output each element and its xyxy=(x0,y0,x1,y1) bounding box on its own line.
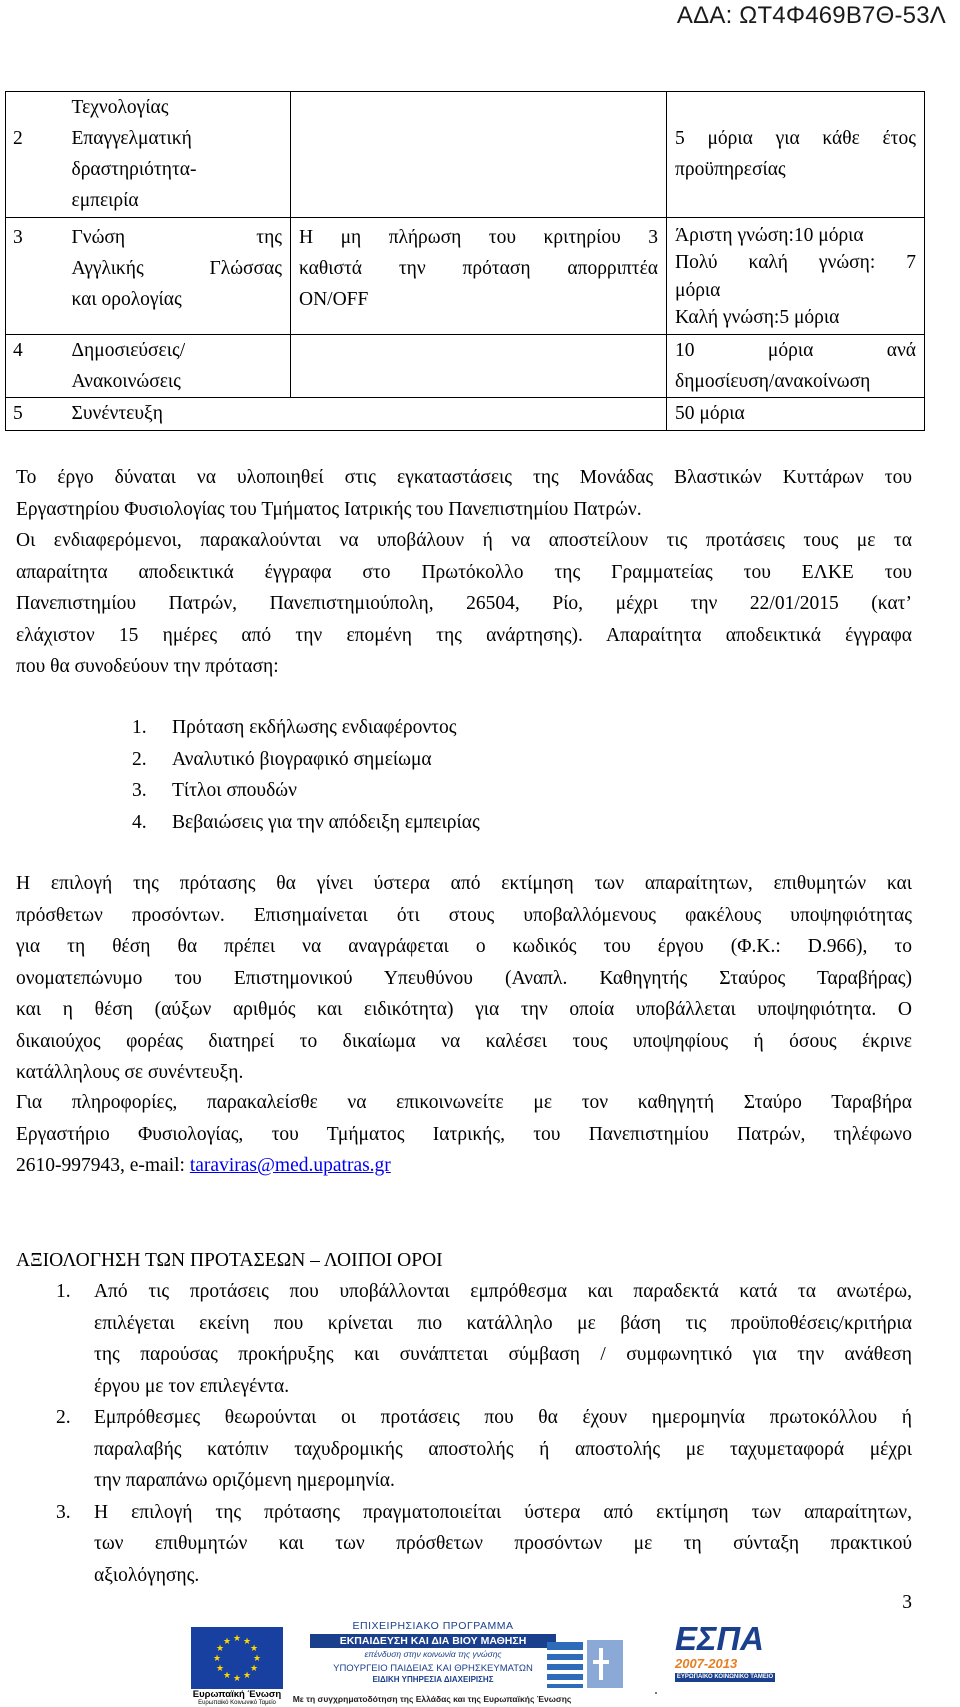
criterion-points-line: 10 μόρια ανά xyxy=(675,339,916,361)
eu-logo xyxy=(187,1627,287,1706)
list-line: αξιολόγησης. xyxy=(94,1564,200,1586)
row-number: 3 xyxy=(6,217,72,334)
list-line: της παρούσας προκήρυξης και συνάπτεται σύμβαση / συμφωνητικό για την ανάθεση xyxy=(94,1344,912,1365)
list-line: την παραπάνω οριζόμενη ημερομηνία. xyxy=(94,1470,395,1491)
list-item xyxy=(56,1276,912,1402)
list-number: 4. xyxy=(132,811,147,833)
row-number: 4 xyxy=(6,334,72,397)
paragraph-line: κατάλληλους σε συνέντευξη. xyxy=(16,1062,244,1083)
table-row xyxy=(6,92,925,124)
table-row xyxy=(6,123,925,217)
paragraph-line: και η θέση (αύξων αριθμός και ειδικότητα) για την οποία υποβάλλεται υποψηφιότητα. Ο xyxy=(16,999,912,1020)
table-row xyxy=(6,397,925,430)
svg-text:★: ★ xyxy=(249,1644,259,1654)
espa-word: ΕΣΠΑ xyxy=(675,1620,765,1657)
eu-subcaption: Ευρωπαϊκό Κοινωνικό Ταμείο xyxy=(198,1700,276,1706)
submission-paragraph xyxy=(16,525,912,683)
criterion-condition-line: Η μη πλήρωση του κριτηρίου 3 xyxy=(299,226,658,248)
paragraph-line: ονοματεπώνυμο του Επιστημονικού Υπευθύνου (Αναπλ. Καθηγητής Σταύρος Ταραβήρας) xyxy=(16,967,912,989)
svg-text:★: ★ xyxy=(249,1664,259,1674)
criterion-points xyxy=(667,217,925,334)
criterion-points-line: 5 μόρια για κάθε έτος xyxy=(675,128,916,149)
paragraph-line: Για πληροφορίες, παρακαλείσθε να επικοινωνείτε με τον καθηγητή Σταύρο Ταραβήρα xyxy=(16,1092,912,1113)
criterion-name xyxy=(72,92,291,124)
svg-text:★: ★ xyxy=(222,1637,232,1647)
list-number: 2. xyxy=(132,748,147,770)
funding-logos-footer xyxy=(0,1620,960,1705)
management-line: ΕΙΔΙΚΗ ΥΠΗΡΕΣΙΑ ΔΙΑΧΕΙΡΙΣΗΣ xyxy=(372,1675,494,1684)
criterion-name xyxy=(72,334,291,397)
email-link[interactable]: taraviras@med.upatras.gr xyxy=(189,1155,391,1176)
criterion-points-line: 50 μόρια xyxy=(675,402,745,424)
criterion-condition xyxy=(291,334,667,397)
ada-code: ΑΔΑ: ΩΤ4Φ469Β7Θ-53Λ xyxy=(676,2,946,29)
list-text: Αναλυτικό βιογραφικό σημείωμα xyxy=(172,748,432,770)
svg-text:★: ★ xyxy=(222,1671,232,1681)
list-text: Τίτλοι σπουδών xyxy=(172,780,297,801)
criterion-points-line: Καλή γνώση:5 μόρια xyxy=(675,307,840,328)
paragraph-line: απαραίτητα αποδεικτικά έγγραφα στο Πρωτόκολλο της Γραμματείας του ΕΛΚΕ του xyxy=(16,561,912,583)
list-number: 1. xyxy=(56,1281,71,1302)
evaluation-terms-list xyxy=(56,1276,912,1591)
list-item xyxy=(132,775,732,807)
criterion-name-line: Συνέντευξη xyxy=(71,402,163,424)
paragraph-line: Εργαστήριο Φυσιολογίας, του Τμήματος Ιατρικής, του Πανεπιστημίου Πατρών, τηλέφωνο xyxy=(16,1123,912,1145)
criterion-name-line: εμπειρία xyxy=(71,190,139,211)
criterion-points-line: δημοσίευση/ανακοίνωση xyxy=(675,370,871,392)
list-number: 3. xyxy=(56,1501,71,1523)
paragraph-line: Το έργο δύναται να υλοποιηθεί στις εγκαταστάσεις της Μονάδας Βλαστικών Κυττάρων του xyxy=(16,467,912,488)
svg-text:★: ★ xyxy=(252,1654,262,1664)
selection-paragraph xyxy=(16,868,912,1089)
table-row xyxy=(6,217,925,334)
page-number: 3 xyxy=(902,1592,912,1613)
evaluation-heading: ΑΞΙΟΛΟΓΗΣΗ ΤΩΝ ΠΡΟΤΑΣΕΩΝ – ΛΟΙΠΟΙ ΟΡΟΙ xyxy=(16,1250,443,1271)
criterion-name-line: Επαγγελματική xyxy=(71,128,192,149)
espa-fund: ΕΥΡΩΠΑΪΚΟ ΚΟΙΝΩΝΙΚΟ ΤΑΜΕΙΟ xyxy=(676,1674,774,1680)
svg-text:★: ★ xyxy=(242,1671,252,1681)
criterion-name-line: Αγγλικής Γλώσσας xyxy=(71,257,282,279)
espa-logo xyxy=(675,1622,775,1688)
criterion-points xyxy=(667,397,925,430)
criterion-condition xyxy=(291,217,667,334)
list-item xyxy=(56,1497,912,1592)
programme-slogan: επένδυση στην κοινωνία της γνώσης xyxy=(364,1649,502,1659)
list-line: παραλαβής κατόπιν ταχυδρομικής αποστολής ή αποστολής με ταχυμεταφορά μέχρι xyxy=(94,1438,912,1460)
svg-text:★: ★ xyxy=(212,1654,222,1664)
criterion-points xyxy=(667,92,925,124)
criterion-condition-line: καθιστά την πρόταση απορριπτέα xyxy=(299,257,658,279)
list-item xyxy=(132,807,732,839)
row-number: 5 xyxy=(6,397,72,430)
paragraph-line: Πανεπιστημίου Πατρών, Πανεπιστημιούπολη, 26504, Ρίο, μέχρι την 22/01/2015 (κατ’ xyxy=(16,593,912,614)
criterion-condition xyxy=(291,123,667,217)
list-number: 1. xyxy=(132,717,147,738)
table-row xyxy=(6,334,925,397)
list-text: Πρόταση εκδήλωσης ενδιαφέροντος xyxy=(172,717,457,738)
documents-list xyxy=(132,712,732,838)
paragraph-line: Οι ενδιαφερόμενοι, παρακαλούνται να υποβάλουν ή να αποστείλουν τις προτάσεις τους με τα xyxy=(16,530,912,551)
svg-text:★: ★ xyxy=(232,1634,242,1644)
list-item xyxy=(56,1402,912,1497)
operational-programme-logo xyxy=(296,1620,570,1694)
criterion-name-line: Δημοσιεύσεις/ xyxy=(71,339,186,361)
list-number: 3. xyxy=(132,780,147,801)
criterion-points xyxy=(667,334,925,397)
scan-dot xyxy=(655,1692,657,1694)
eu-flag-icon xyxy=(191,1627,283,1689)
eu-caption: Ευρωπαϊκή Ένωση xyxy=(192,1689,282,1700)
criterion-name-line: και ορολογίας xyxy=(71,288,182,310)
criteria-table xyxy=(5,91,925,431)
paragraph-line: για τη θέση θα πρέπει να αναγράφεται ο κωδικός του έργου (Φ.Κ.: D.966), το xyxy=(16,936,912,957)
paragraph-line: πρόσθετων προσόντων. Επισημαίνεται ότι στους υποβαλλόμενους φακέλους υποψηφιότητας xyxy=(16,904,912,926)
list-line: έργου με τον επιλεγέντα. xyxy=(94,1375,290,1397)
row-number xyxy=(6,92,72,124)
criterion-name xyxy=(72,397,667,430)
list-line: των επιθυμητών και των πρόσθετων προσόντων με τη σύνταξη πρακτικού xyxy=(94,1533,912,1554)
criterion-name-line: Τεχνολογίας xyxy=(71,97,169,118)
eu-stars-icon xyxy=(191,1627,283,1689)
svg-text:★: ★ xyxy=(242,1637,252,1647)
criterion-condition-line: ON/OFF xyxy=(299,288,369,310)
programme-line: ΕΠΙΧΕΙΡΗΣΙΑΚΟ ΠΡΟΓΡΑΜΜΑ xyxy=(352,1620,514,1632)
svg-text:★: ★ xyxy=(215,1664,225,1674)
list-item xyxy=(132,712,732,744)
list-line: επιλέγεται εκείνη που κρίνεται πιο κατάλληλο με βάση τις προϋποθέσεις/κριτήρια xyxy=(94,1312,912,1334)
criterion-name-line: δραστηριότητα- xyxy=(71,159,197,180)
criterion-points xyxy=(667,123,925,217)
criterion-points-line: προϋπηρεσίας xyxy=(675,159,786,180)
paragraph-line: που θα συνοδεύουν την πρόταση: xyxy=(16,656,279,677)
criterion-name-line: Ανακοινώσεις xyxy=(71,370,181,392)
svg-text:★: ★ xyxy=(232,1674,242,1684)
paragraph-line xyxy=(16,1150,912,1182)
list-line: Από τις προτάσεις που υποβάλλονται εμπρόθεσμα και παραδεκτά κατά τα ανωτέρω, xyxy=(94,1281,912,1302)
svg-text:★: ★ xyxy=(215,1644,225,1654)
programme-line: ΕΚΠΑΙΔΕΥΣΗ ΚΑΙ ΔΙΑ ΒΙΟΥ ΜΑΘΗΣΗ xyxy=(310,1634,556,1648)
criterion-points-line: Άριστη γνώση:10 μόρια xyxy=(675,224,864,246)
criterion-name xyxy=(72,123,291,217)
list-text: Βεβαιώσεις για την απόδειξη εμπειρίας xyxy=(172,811,480,833)
criterion-condition xyxy=(291,92,667,124)
criterion-points-line: Πολύ καλή γνώση: 7 xyxy=(675,252,916,273)
contact-paragraph xyxy=(16,1087,912,1182)
criterion-points-line: μόρια xyxy=(675,279,721,301)
phone-prefix: 2610-997943, e-mail: xyxy=(16,1155,190,1176)
list-line: Η επιλογή της πρότασης πραγματοποιείται ύστερα από εκτίμηση των απαραίτητων, xyxy=(94,1501,912,1523)
location-paragraph xyxy=(16,462,912,525)
criterion-name xyxy=(72,217,291,334)
list-line: Εμπρόθεσμες θεωρούνται οι προτάσεις που θα έχουν ημερομηνία πρωτοκόλλου ή xyxy=(94,1407,912,1428)
greek-flag-emblem-icon xyxy=(545,1636,625,1694)
list-number: 2. xyxy=(56,1407,71,1428)
espa-years: 2007-2013 xyxy=(675,1656,738,1671)
row-number: 2 xyxy=(6,123,72,217)
paragraph-line: ελάχιστον 15 ημέρες από την επομένη της ανάρτησης). Απαραίτητα αποδεικτικά έγγραφα xyxy=(16,624,912,646)
cofunding-note: Με τη συγχρηματοδότηση της Ελλάδας και της Ευρωπαϊκής Ένωσης xyxy=(292,1694,572,1704)
list-item xyxy=(132,744,732,776)
paragraph-line: Η επιλογή της πρότασης θα γίνει ύστερα από εκτίμηση των απαραίτητων, επιθυμητών και xyxy=(16,873,912,894)
paragraph-line: Εργαστηρίου Φυσιολογίας του Τμήματος Ιατρικής του Πανεπιστημίου Πατρών. xyxy=(16,498,642,520)
ministry-line: ΥΠΟΥΡΓΕΙΟ ΠΑΙΔΕΙΑΣ ΚΑΙ ΘΡΗΣΚΕΥΜΑΤΩΝ xyxy=(333,1663,533,1674)
paragraph-line: δικαιούχος φορέας διατηρεί το δικαίωμα να καλέσει τους υποψηφίους ή όσους έκρινε xyxy=(16,1030,912,1052)
criterion-name-line: Γνώση της xyxy=(71,226,282,248)
